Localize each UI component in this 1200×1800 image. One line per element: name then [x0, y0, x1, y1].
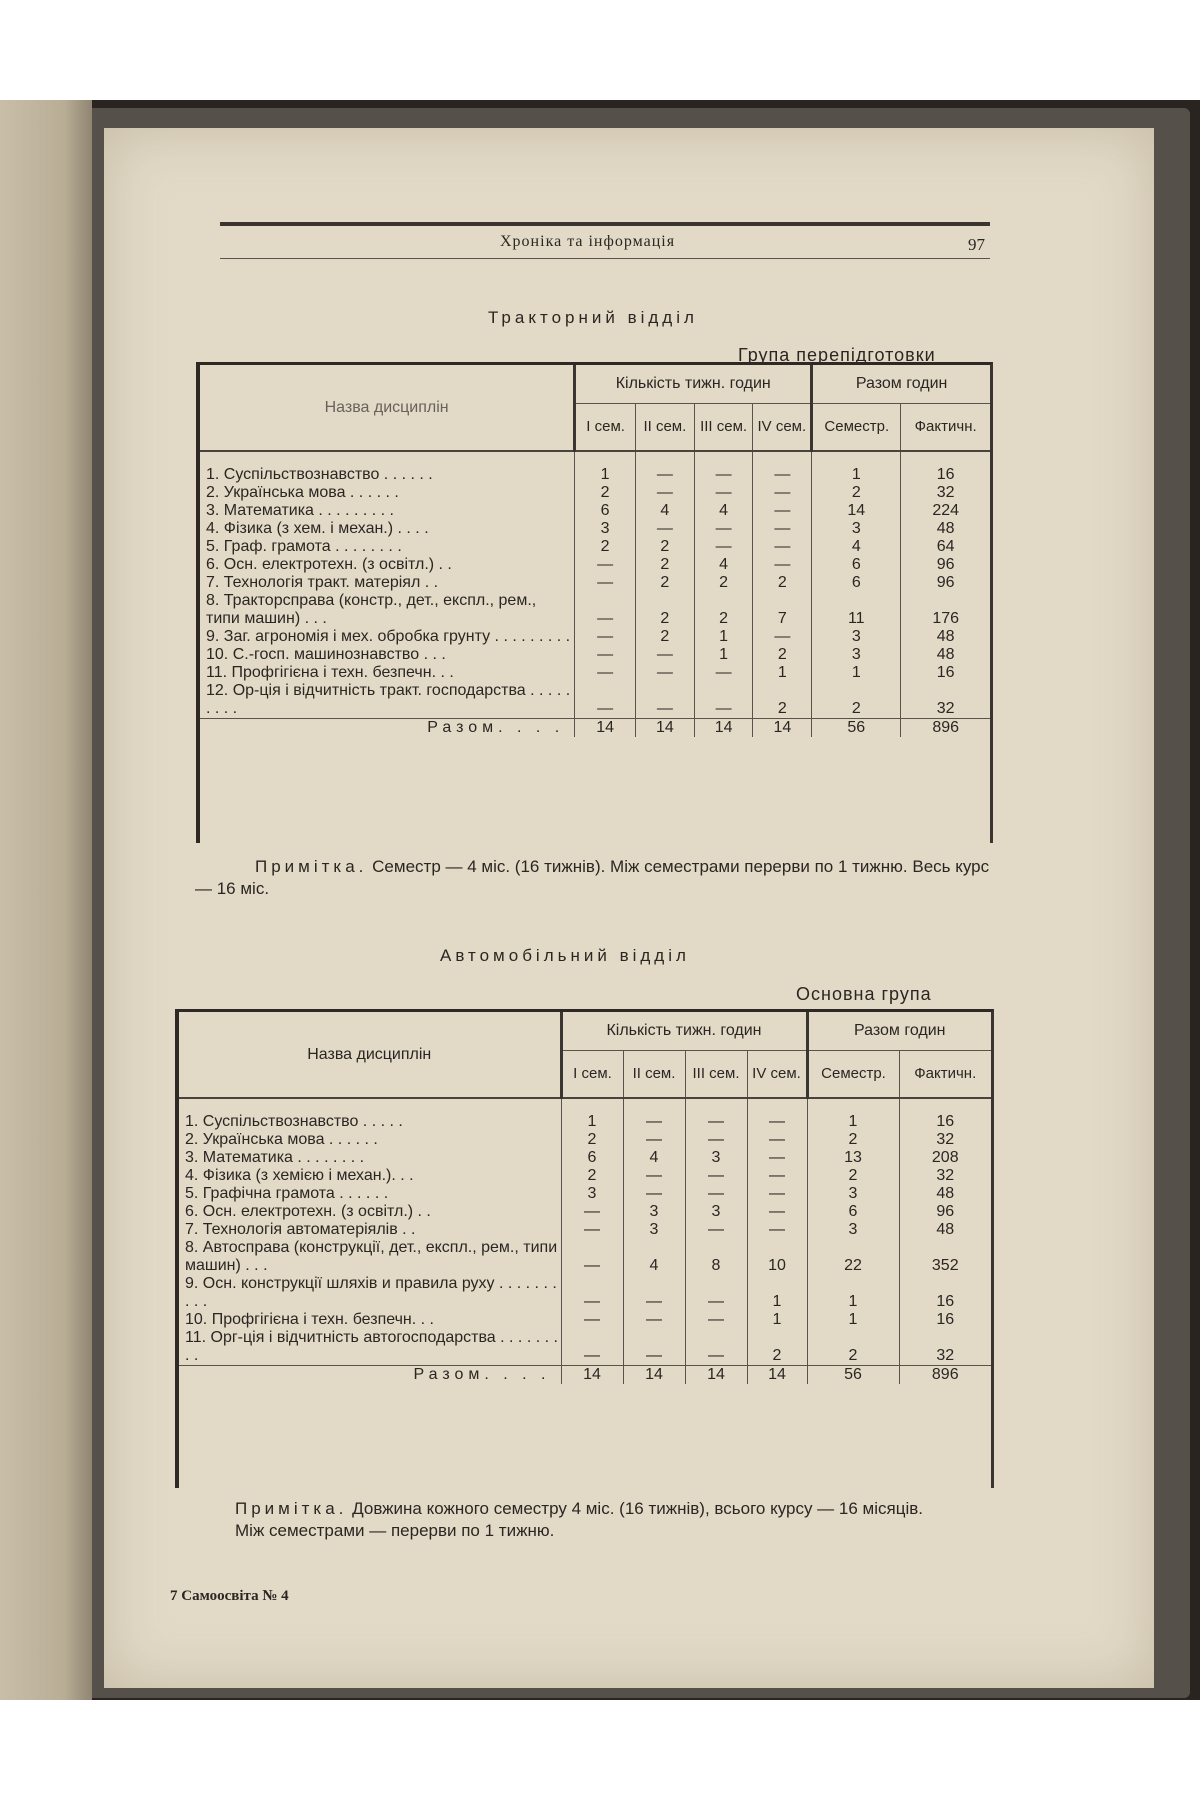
discipline-name: 6. Осн. електротехн. (з освітл.) . .: [206, 556, 452, 573]
cell-s3: 4: [694, 556, 753, 574]
note-auto: [175, 1498, 995, 1542]
total-s2: 14: [623, 1366, 685, 1385]
header-bottom-rule: [220, 258, 990, 259]
section-title-auto: Автомобільний відділ: [440, 946, 690, 965]
cell-s2: —: [623, 1275, 685, 1311]
cell-sem: 22: [807, 1239, 899, 1275]
group-title-retraining: Група перепідготовки: [738, 345, 936, 365]
page-number: 97: [968, 235, 985, 254]
cell-s3: 3: [685, 1149, 747, 1167]
note-label: Примітка.: [255, 857, 368, 876]
cell-s1: —: [561, 1221, 623, 1239]
table-row: [179, 1203, 991, 1221]
cell-s4: —: [753, 556, 812, 574]
cell-s4: —: [747, 1203, 807, 1221]
table-row: [179, 1239, 991, 1275]
table-row: [200, 520, 990, 538]
cell-s4: 2: [753, 646, 812, 664]
table-row: [179, 1098, 991, 1131]
cell-s4: 2: [753, 682, 812, 719]
total-s4: 14: [753, 719, 812, 738]
cell-s2: 2: [636, 538, 695, 556]
note-tractor: [195, 856, 995, 900]
total-sem: 56: [812, 719, 901, 738]
discipline-name: 1. Суспільствознавство . . . . .: [185, 1113, 403, 1130]
cell-s1: 1: [561, 1098, 623, 1131]
discipline-name: 5. Графічна грамота . . . . . .: [185, 1185, 389, 1202]
cell-sem: 14: [812, 502, 901, 520]
cell-s1: —: [561, 1275, 623, 1311]
discipline-name: 9. Заг. агрономія і мех. обробка грунту . . . . . . . . .: [206, 628, 571, 645]
cell-s2: —: [623, 1131, 685, 1149]
col-header-total-hours: Разом годин: [812, 365, 990, 403]
col-header-sem1: I сем.: [561, 1050, 623, 1098]
running-title: Хроніка та інформація: [500, 233, 676, 250]
note-text-2: Між семестрами — перерви по 1 тижню.: [235, 1521, 555, 1540]
header-top-rule: [220, 222, 990, 226]
col-header-sem3: III сем.: [685, 1050, 747, 1098]
cell-fact: 48: [901, 628, 990, 646]
discipline-name: 3. Математика . . . . . . . . .: [206, 502, 394, 519]
cell-s1: 6: [575, 502, 636, 520]
cell-s4: 10: [747, 1239, 807, 1275]
cell-s1: —: [561, 1203, 623, 1221]
cell-s1: —: [575, 556, 636, 574]
total-label: Разом. . . .: [179, 1366, 561, 1385]
cell-sem: 3: [807, 1185, 899, 1203]
col-header-sem4: IV сем.: [747, 1050, 807, 1098]
total-row: [179, 1366, 991, 1385]
table-row: [200, 664, 990, 682]
cell-s3: 1: [694, 646, 753, 664]
cell-fact: 16: [899, 1098, 991, 1131]
cell-s4: —: [753, 451, 812, 484]
cell-s4: —: [747, 1098, 807, 1131]
table-row: [179, 1185, 991, 1203]
cell-fact: 96: [899, 1203, 991, 1221]
cell-sem: 1: [807, 1311, 899, 1329]
cell-sem: 4: [812, 538, 901, 556]
section-title-tractor: Тракторний відділ: [488, 308, 698, 327]
cell-s1: —: [561, 1239, 623, 1275]
cell-sem: 2: [807, 1167, 899, 1185]
cell-s1: 2: [561, 1131, 623, 1149]
table-tractor: [196, 362, 993, 843]
discipline-name: 11. Профгігієна і техн. безпечн. . .: [206, 664, 454, 681]
col-header-discipline: Назва дисциплін: [179, 1012, 561, 1098]
table-row: [200, 556, 990, 574]
cell-fact: 16: [899, 1275, 991, 1311]
cell-sem: 1: [812, 664, 901, 682]
cell-s1: —: [561, 1329, 623, 1366]
cell-sem: 2: [807, 1329, 899, 1366]
group-title-main: Основна група: [796, 984, 932, 1004]
cell-fact: 64: [901, 538, 990, 556]
table-row: [200, 451, 990, 484]
cell-s4: 1: [753, 664, 812, 682]
col-header-actual: Фактичн.: [899, 1050, 991, 1098]
table-row: [179, 1221, 991, 1239]
cell-fact: 16: [901, 664, 990, 682]
col-header-sem4: IV сем.: [753, 403, 812, 451]
cell-s2: —: [636, 646, 695, 664]
cell-s3: 2: [694, 574, 753, 592]
cell-s4: —: [747, 1149, 807, 1167]
table-row: [200, 538, 990, 556]
cell-s2: 4: [623, 1149, 685, 1167]
col-header-weekly-hours: Кількість тижн. годин: [561, 1012, 807, 1050]
cell-sem: 1: [807, 1098, 899, 1131]
footer-signature: 7 Самоосвіта № 4: [170, 1588, 289, 1604]
cell-s1: —: [575, 574, 636, 592]
table-row: [179, 1131, 991, 1149]
discipline-name: 6. Осн. електротехн. (з освітл.) . .: [185, 1203, 431, 1220]
cell-s3: —: [685, 1329, 747, 1366]
total-s2: 14: [636, 719, 695, 738]
discipline-name: 2. Українська мова . . . . . .: [185, 1131, 378, 1148]
cell-s4: —: [747, 1167, 807, 1185]
cell-fact: 32: [901, 484, 990, 502]
cell-s2: —: [623, 1329, 685, 1366]
discipline-name: 11. Орг-ція і відчитність автогосподарства . . . . . . . . .: [185, 1329, 558, 1364]
cell-s2: 4: [636, 502, 695, 520]
cell-fact: 16: [901, 451, 990, 484]
table-row: [179, 1275, 991, 1311]
col-header-sem2: II сем.: [636, 403, 695, 451]
cell-sem: 2: [807, 1131, 899, 1149]
discipline-name: 7. Технологія тракт. матеріял . .: [206, 574, 439, 591]
cell-s4: —: [747, 1185, 807, 1203]
table-auto: [175, 1009, 994, 1488]
left-page-edge: [0, 100, 92, 1700]
cell-s3: —: [685, 1098, 747, 1131]
cell-s1: —: [575, 664, 636, 682]
cell-s3: —: [694, 451, 753, 484]
cell-s1: 2: [575, 484, 636, 502]
cell-s1: —: [575, 592, 636, 628]
cell-sem: 1: [807, 1275, 899, 1311]
cell-s2: —: [623, 1185, 685, 1203]
cell-s4: 2: [747, 1329, 807, 1366]
cell-s2: 2: [636, 592, 695, 628]
cell-fact: 32: [901, 682, 990, 719]
cell-s1: —: [575, 646, 636, 664]
cell-s3: —: [685, 1131, 747, 1149]
cell-s3: —: [685, 1275, 747, 1311]
total-s1: 14: [561, 1366, 623, 1385]
discipline-name: 7. Технологія автоматеріялів . .: [185, 1221, 416, 1238]
cell-s1: 6: [561, 1149, 623, 1167]
discipline-name: 4. Фізика (з хем. і механ.) . . . .: [206, 520, 429, 537]
cell-fact: 16: [899, 1311, 991, 1329]
col-header-actual: Фактичн.: [901, 403, 990, 451]
cell-s1: —: [575, 682, 636, 719]
col-header-semester: Семестр.: [812, 403, 901, 451]
cell-s4: 7: [753, 592, 812, 628]
cell-s3: 1: [694, 628, 753, 646]
col-header-sem2: II сем.: [623, 1050, 685, 1098]
cell-sem: 1: [812, 451, 901, 484]
discipline-name: 4. Фізика (з хемією і механ.). . .: [185, 1167, 414, 1184]
table-row: [200, 574, 990, 592]
cell-s4: —: [747, 1131, 807, 1149]
cell-s1: —: [575, 628, 636, 646]
col-header-weekly-hours: Кількість тижн. годин: [575, 365, 812, 403]
cell-s3: —: [694, 520, 753, 538]
discipline-name: 10. С.-госп. машинознавство . . .: [206, 646, 446, 663]
cell-s2: —: [636, 520, 695, 538]
cell-s3: —: [685, 1311, 747, 1329]
col-header-semester: Семестр.: [807, 1050, 899, 1098]
col-header-discipline: Назва дисциплін: [200, 365, 575, 451]
col-header-sem1: I сем.: [575, 403, 636, 451]
table-row: [179, 1311, 991, 1329]
cell-fact: 48: [899, 1185, 991, 1203]
cell-sem: 11: [812, 592, 901, 628]
cell-sem: 6: [812, 574, 901, 592]
cell-s4: —: [753, 520, 812, 538]
note-text: Семестр — 4 міс. (16 тижнів). Між семестрами перерви по 1 тижню. Весь курс — 16 міс.: [195, 857, 990, 898]
cell-s3: —: [694, 664, 753, 682]
cell-s3: 4: [694, 502, 753, 520]
cell-s2: —: [623, 1167, 685, 1185]
cell-s2: 3: [623, 1203, 685, 1221]
cell-fact: 48: [901, 520, 990, 538]
total-s3: 14: [694, 719, 753, 738]
total-label: Разом. . . .: [200, 719, 575, 738]
cell-s4: —: [753, 538, 812, 556]
cell-s2: —: [636, 664, 695, 682]
cell-fact: 208: [899, 1149, 991, 1167]
total-fact: 896: [899, 1366, 991, 1385]
cell-fact: 352: [899, 1239, 991, 1275]
cell-sem: 13: [807, 1149, 899, 1167]
cell-s1: 3: [575, 520, 636, 538]
cell-s2: —: [623, 1098, 685, 1131]
cell-s2: 2: [636, 556, 695, 574]
cell-s2: 2: [636, 574, 695, 592]
cell-s3: —: [694, 484, 753, 502]
cell-sem: 6: [807, 1203, 899, 1221]
cell-sem: 2: [812, 484, 901, 502]
cell-s4: 1: [747, 1311, 807, 1329]
cell-fact: 48: [901, 646, 990, 664]
discipline-name: 12. Ор-ція і відчитність тракт. господарства . . . . . . . . .: [206, 682, 571, 717]
col-header-total-hours: Разом годин: [807, 1012, 991, 1050]
note-label: Примітка.: [235, 1499, 348, 1518]
cell-fact: 96: [901, 556, 990, 574]
cell-s1: 2: [561, 1167, 623, 1185]
cell-s1: 2: [575, 538, 636, 556]
table-row: [179, 1329, 991, 1366]
total-s1: 14: [575, 719, 636, 738]
cell-s3: —: [694, 538, 753, 556]
discipline-name: 8. Тракторсправа (констр., дет., експл., рем., типи машин) . . .: [206, 592, 537, 627]
discipline-name: 2. Українська мова . . . . . .: [206, 484, 399, 501]
cell-s4: —: [753, 628, 812, 646]
cell-s4: —: [747, 1221, 807, 1239]
discipline-name: 10. Профгігієна і техн. безпечн. . .: [185, 1311, 434, 1328]
table-row: [179, 1167, 991, 1185]
cell-s3: —: [694, 682, 753, 719]
cell-s2: 4: [623, 1239, 685, 1275]
cell-sem: 3: [807, 1221, 899, 1239]
total-s3: 14: [685, 1366, 747, 1385]
table-row: [200, 646, 990, 664]
discipline-name: 1. Суспільствознавство . . . . . .: [206, 466, 433, 483]
cell-s2: —: [623, 1311, 685, 1329]
table-row: [200, 628, 990, 646]
table-row: [200, 682, 990, 719]
total-row: [200, 719, 990, 738]
total-fact: 896: [901, 719, 990, 738]
cell-fact: 32: [899, 1167, 991, 1185]
total-s4: 14: [747, 1366, 807, 1385]
cell-s4: —: [753, 484, 812, 502]
discipline-name: 8. Автосправа (конструкції, дет., експл., рем., типи машин) . . .: [185, 1239, 558, 1274]
table-row: [200, 592, 990, 628]
cell-s4: —: [753, 502, 812, 520]
cell-s2: 2: [636, 628, 695, 646]
cell-s3: 3: [685, 1203, 747, 1221]
cell-fact: 32: [899, 1131, 991, 1149]
cell-s3: 8: [685, 1239, 747, 1275]
cell-s4: 1: [747, 1275, 807, 1311]
cell-sem: 3: [812, 628, 901, 646]
cell-s1: —: [561, 1311, 623, 1329]
cell-s2: 3: [623, 1221, 685, 1239]
cell-fact: 224: [901, 502, 990, 520]
cell-fact: 176: [901, 592, 990, 628]
cell-sem: 6: [812, 556, 901, 574]
cell-s4: 2: [753, 574, 812, 592]
table-row: [200, 502, 990, 520]
cell-s2: —: [636, 451, 695, 484]
cell-s2: —: [636, 682, 695, 719]
discipline-name: 9. Осн. конструкції шляхів и правила руху . . . . . . . . . .: [185, 1275, 557, 1310]
cell-s3: —: [685, 1185, 747, 1203]
cell-fact: 32: [899, 1329, 991, 1366]
discipline-name: 3. Математика . . . . . . . .: [185, 1149, 365, 1166]
cell-fact: 96: [901, 574, 990, 592]
discipline-name: 5. Граф. грамота . . . . . . . .: [206, 538, 402, 555]
cell-s3: —: [685, 1167, 747, 1185]
total-sem: 56: [807, 1366, 899, 1385]
cell-s3: —: [685, 1221, 747, 1239]
cell-sem: 3: [812, 646, 901, 664]
note-text: Довжина кожного семестру 4 міс. (16 тижнів), всього курсу — 16 місяців.: [352, 1499, 923, 1518]
table-row: [179, 1149, 991, 1167]
cell-s2: —: [636, 484, 695, 502]
cell-s3: 2: [694, 592, 753, 628]
cell-s1: 1: [575, 451, 636, 484]
cell-sem: 3: [812, 520, 901, 538]
table-row: [200, 484, 990, 502]
cell-sem: 2: [812, 682, 901, 719]
cell-fact: 48: [899, 1221, 991, 1239]
col-header-sem3: III сем.: [694, 403, 753, 451]
cell-s1: 3: [561, 1185, 623, 1203]
